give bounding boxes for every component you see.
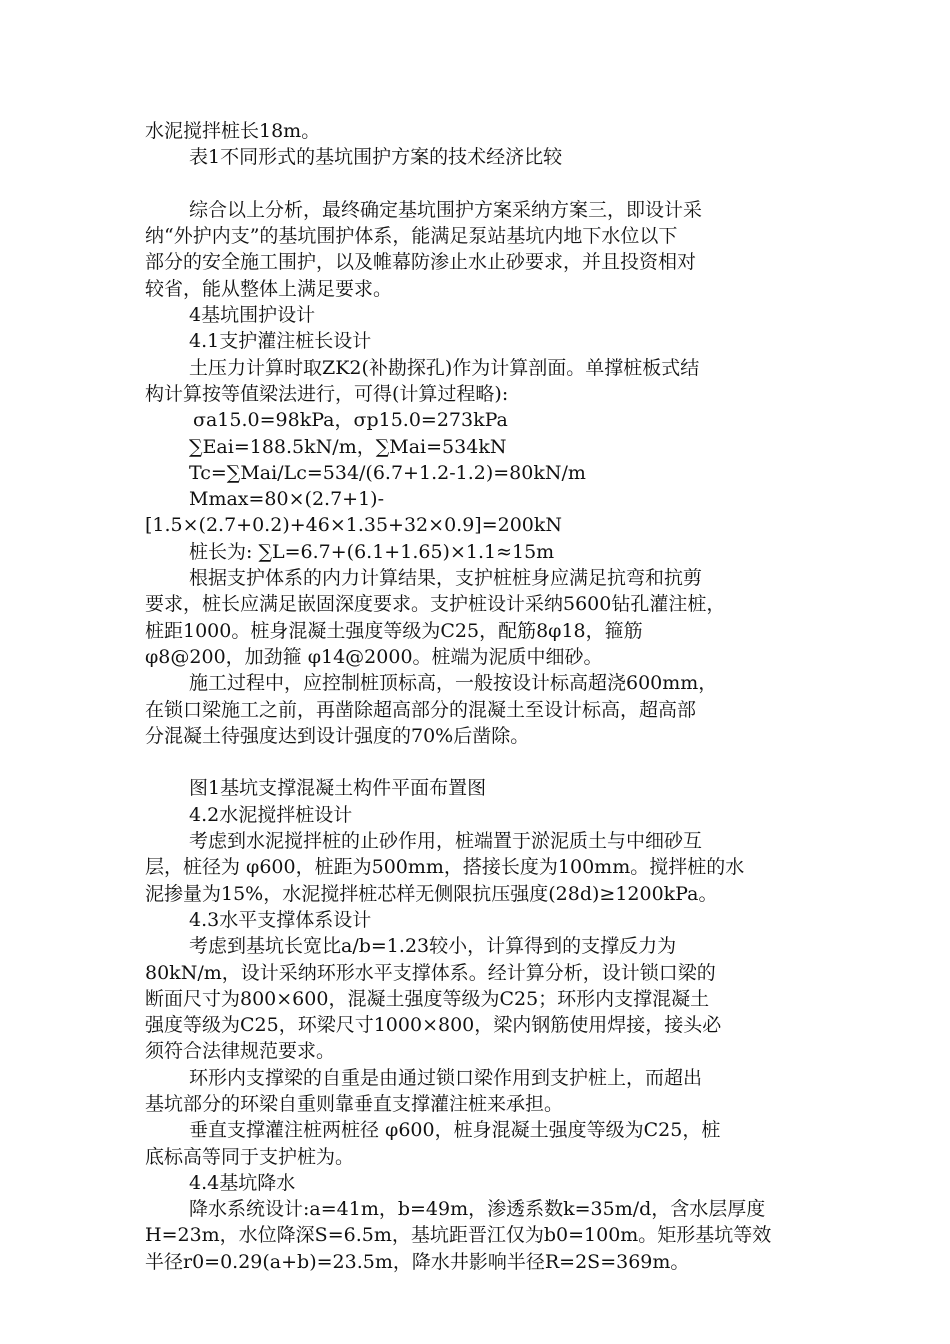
text-line: φ8@200，加劲箍 φ14@2000。桩端为泥质中细砂。 — [145, 645, 603, 668]
text-line: 桩长为: ∑L=6.7+(6.1+1.65)×1.1≈15m — [189, 540, 555, 563]
text-line: 4基坑围护设计 — [189, 304, 316, 327]
text-line: 半径r0=0.29(a+b)=23.5m，降水井影响半径R=2S=369m。 — [145, 1250, 690, 1273]
document-body — [145, 118, 825, 1275]
text-line: 在锁口梁施工之前，再凿除超高部分的混凝土至设计标高，超高部 — [145, 698, 697, 721]
text-line: 考虑到水泥搅拌桩的止砂作用，桩端置于淤泥质土与中细砂互 — [189, 830, 703, 853]
text-line: 考虑到基坑长宽比a/b=1.23较小，计算得到的支撑反力为 — [189, 935, 677, 958]
text-line: 环形内支撑梁的自重是由通过锁口梁作用到支护桩上，而超出 — [189, 1066, 703, 1089]
text-line: 降水系统设计:a=41m，b=49m，渗透系数k=35m/d，含水层厚度 — [189, 1198, 766, 1221]
text-line: 施工过程中，应控制桩顶标高，一般按设计标高超浇600mm， — [189, 672, 718, 695]
text-line: 4.3水平支撑体系设计 — [189, 908, 372, 931]
text-line: ∑Eai=188.5kN/m，∑Mai=534kN — [189, 435, 507, 458]
text-line: σa15.0=98kPa，σp15.0=273kPa — [193, 409, 508, 432]
text-line: 4.2水泥搅拌桩设计 — [189, 803, 353, 826]
text-line: 须符合法律规范要求。 — [145, 1040, 336, 1063]
text-line: 桩距1000。桩身混凝土强度等级为C25，配筋8φ18，箍筋 — [145, 619, 643, 642]
text-line: 断面尺寸为800×600，混凝土强度等级为C25；环形内支撑混凝土 — [145, 987, 710, 1010]
text-line: 4.1支护灌注桩长设计 — [189, 330, 372, 353]
text-line: 4.4基坑降水 — [189, 1171, 296, 1194]
text-line: 强度等级为C25，环梁尺寸1000×800，梁内钢筋使用焊接，接头必 — [145, 1014, 722, 1037]
text-line: 垂直支撑灌注桩两桩径 φ600，桩身混凝土强度等级为C25，桩 — [189, 1119, 721, 1142]
text-line: 构计算按等值梁法进行，可得(计算过程略): — [145, 382, 509, 405]
text-line: 纳“外护内支”的基坑围护体系，能满足泵站基坑内地下水位以下 — [145, 225, 678, 248]
text-line: H=23m，水位降深S=6.5m，基坑距晋江仅为b0=100m。矩形基坑等效 — [145, 1224, 772, 1247]
text-line: 80kN/m，设计采纳环形水平支撑体系。经计算分析，设计锁口梁的 — [145, 961, 716, 984]
text-line: 层，桩径为 φ600，桩距为500mm，搭接长度为100mm。搅拌桩的水 — [145, 856, 745, 879]
text-line: 根据支护体系的内力计算结果，支护桩桩身应满足抗弯和抗剪 — [189, 567, 703, 590]
text-line: [1.5×(2.7+0.2)+46×1.35+32×0.9]=200kN — [145, 514, 563, 537]
text-line: 图1基坑支撑混凝土构件平面布置图 — [189, 777, 487, 800]
text-line: 分混凝土待强度达到设计强度的70%后凿除。 — [145, 724, 530, 747]
text-line: 较省，能从整体上满足要求。 — [145, 277, 393, 300]
text-line: 基坑部分的环梁自重则靠垂直支撑灌注桩来承担。 — [145, 1092, 564, 1115]
text-line: 土压力计算时取ZK2(补勘探孔)作为计算剖面。单撑桩板式结 — [189, 356, 700, 379]
text-line: Mmax=80×(2.7+1)- — [189, 488, 385, 511]
text-line: 综合以上分析，最终确定基坑围护方案采纳方案三，即设计采 — [189, 198, 703, 221]
text-line: 要求，桩长应满足嵌固深度要求。支护桩设计采纳5600钻孔灌注桩， — [145, 593, 726, 616]
blank-line — [145, 171, 825, 197]
blank-line — [145, 749, 825, 775]
text-line: 表1不同形式的基坑围护方案的技术经济比较 — [189, 146, 563, 169]
text-line: 泥掺量为15%，水泥搅拌桩芯样无侧限抗压强度(28d)≥1200kPa。 — [145, 882, 718, 905]
text-line: 底标高等同于支护桩为。 — [145, 1145, 355, 1168]
text-line: 部分的安全施工围护，以及帷幕防渗止水止砂要求，并且投资相对 — [145, 251, 697, 274]
text-line: Tc=∑Mai/Lc=534/(6.7+1.2-1.2)=80kN/m — [189, 461, 586, 484]
text-line: 水泥搅拌桩长18m。 — [145, 120, 321, 142]
